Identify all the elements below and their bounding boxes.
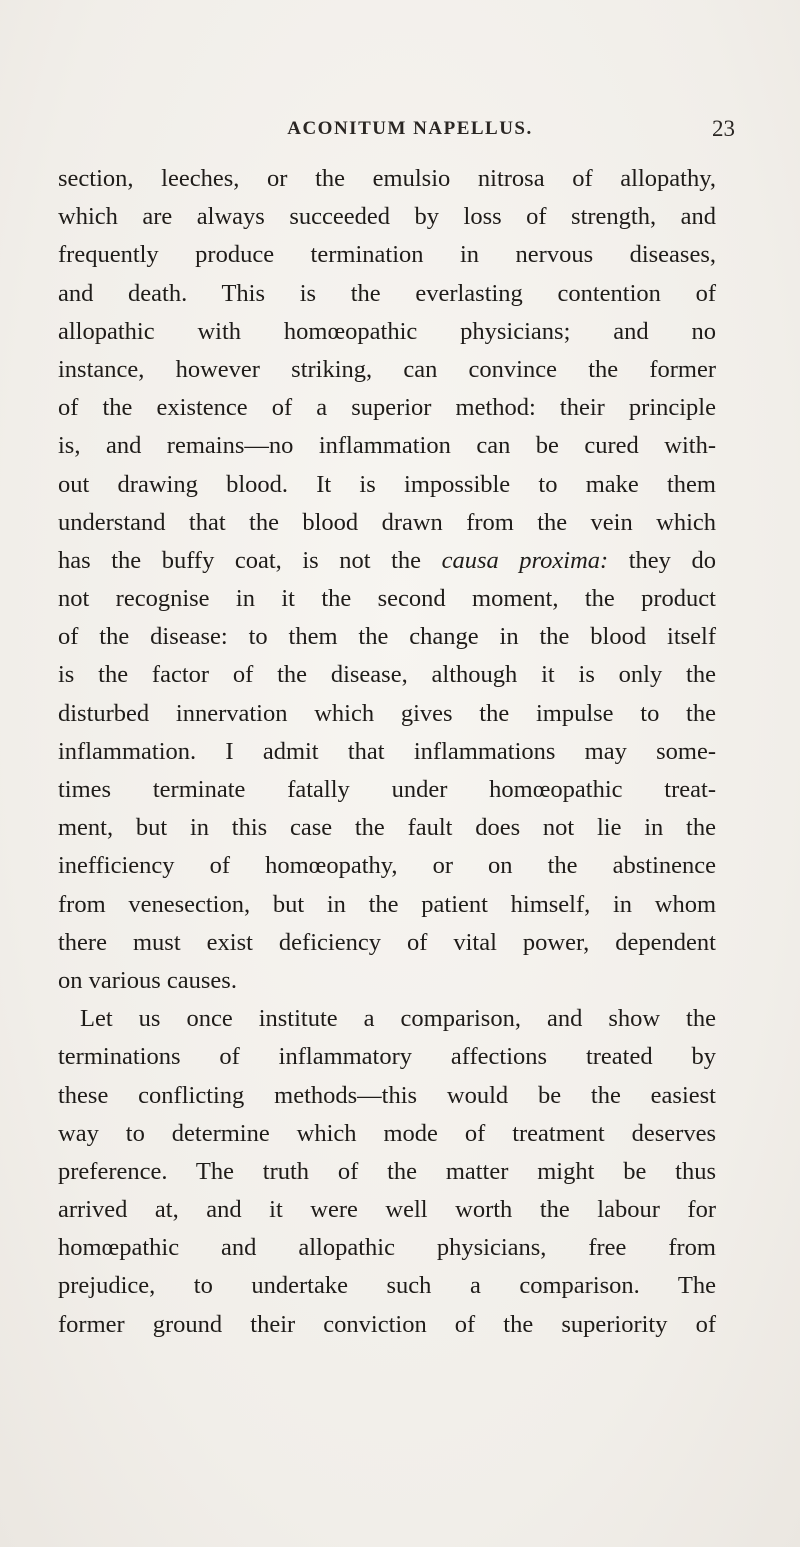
text-line: former ground their conviction of the superiority of <box>58 1310 716 1338</box>
text-line: is the factor of the disease, although it is only the <box>58 661 716 689</box>
paragraph-end-line: on various causes. <box>58 966 237 994</box>
text-line: ment, but in this case the fault does not lie in the <box>58 814 716 842</box>
page-number: 23 <box>712 116 735 141</box>
text-line: from venesection, but in the patient himself, in whom <box>58 890 716 918</box>
text-line: of the disease: to them the change in the blood itself <box>58 623 716 651</box>
text-line: instance, however striking, can convince the former <box>58 355 716 383</box>
text-line: arrived at, and it were well worth the labour for <box>58 1196 716 1224</box>
text-segment: they do <box>608 546 716 574</box>
paragraph-start-line: Let us once institute a comparison, and show the <box>80 1005 716 1033</box>
text-line: understand that the blood drawn from the vein which <box>58 508 716 536</box>
italic-phrase: causa proxima: <box>441 546 609 574</box>
text-line: not recognise in it the second moment, the product <box>58 585 716 613</box>
text-line: frequently produce termination in nervous diseases, <box>58 241 716 269</box>
text-line: homœpathic and allopathic physicians, free from <box>58 1234 716 1262</box>
running-head <box>60 118 760 148</box>
text-line: allopathic with homœopathic physicians; and no <box>58 317 716 345</box>
text-line: and death. This is the everlasting contention of <box>58 279 716 307</box>
text-line: there must exist deficiency of vital power, dependent <box>58 928 716 956</box>
text-line-with-italic <box>58 542 716 580</box>
text-line: prejudice, to undertake such a comparison. The <box>58 1272 716 1300</box>
text-line: section, leeches, or the emulsio nitrosa of allopathy, <box>58 165 716 192</box>
text-line: is, and remains—no inflammation can be cured with- <box>58 432 716 460</box>
text-line: terminations of inflammatory affections treated by <box>58 1043 716 1071</box>
text-line: times terminate fatally under homœopathic treat- <box>58 776 716 803</box>
body-text <box>58 160 716 1344</box>
text-line: out drawing blood. It is impossible to make them <box>58 470 716 498</box>
text-line: way to determine which mode of treatment deserves <box>58 1119 716 1147</box>
text-line: which are always succeeded by loss of strength, and <box>58 203 716 231</box>
text-line: of the existence of a superior method: their principle <box>58 394 716 422</box>
text-line: these conflicting methods—this would be the easiest <box>58 1081 716 1109</box>
running-title: ACONITUM NAPELLUS. <box>287 118 533 139</box>
text-segment: has the buffy coat, is not the <box>58 546 442 574</box>
text-line: inflammation. I admit that inflammations may some- <box>58 737 716 765</box>
text-line: disturbed innervation which gives the impulse to the <box>58 699 716 727</box>
text-line: preference. The truth of the matter might be thus <box>58 1157 716 1185</box>
text-line: inefficiency of homœopathy, or on the abstinence <box>58 852 716 880</box>
